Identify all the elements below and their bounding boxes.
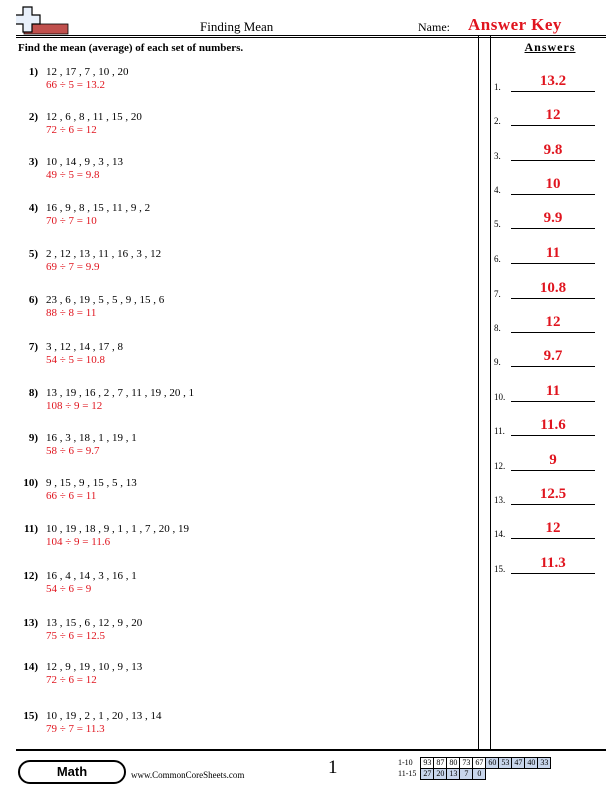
problem-number: 14) xyxy=(23,661,38,673)
problem-number: 12) xyxy=(23,570,38,582)
score-cell: 20 xyxy=(434,769,447,780)
problem-number: 8) xyxy=(28,387,38,399)
problem-work: 54 ÷ 5 = 10.8 xyxy=(46,354,105,366)
score-cell: 7 xyxy=(460,769,473,780)
problem-numbers: 16 , 4 , 14 , 3 , 16 , 1 xyxy=(46,570,137,582)
answer-item xyxy=(494,556,606,576)
problem-work: 66 ÷ 5 = 13.2 xyxy=(46,79,105,91)
answer-number: 13. xyxy=(494,495,506,505)
problem-number: 3) xyxy=(28,156,38,168)
answer-line xyxy=(511,125,595,126)
problem-numbers: 10 , 14 , 9 , 3 , 13 xyxy=(46,156,123,168)
answer-number: 4. xyxy=(494,185,501,195)
answer-item xyxy=(494,281,606,301)
score-row-label: 11-15 xyxy=(398,769,417,778)
score-row xyxy=(396,769,551,780)
header-rule-secondary xyxy=(16,37,606,38)
problem-numbers: 16 , 9 , 8 , 15 , 11 , 9 , 2 xyxy=(46,202,151,214)
answer-number: 1. xyxy=(494,82,501,92)
answer-item xyxy=(494,143,606,163)
answer-number: 14. xyxy=(494,529,506,539)
problem-number: 9) xyxy=(28,432,38,444)
problem-number: 10) xyxy=(23,477,38,489)
answer-value: 13.2 xyxy=(539,73,567,89)
problem-work: 72 ÷ 6 = 12 xyxy=(46,124,97,136)
answer-line xyxy=(511,263,595,264)
problem-work: 70 ÷ 7 = 10 xyxy=(46,215,97,227)
answer-number: 9. xyxy=(494,357,501,367)
math-badge: Math xyxy=(18,760,126,784)
answer-line xyxy=(511,573,595,574)
score-cell: 40 xyxy=(525,758,538,769)
answer-number: 2. xyxy=(494,116,501,126)
problem-work: 79 ÷ 7 = 11.3 xyxy=(46,723,105,735)
answer-value: 11 xyxy=(545,245,561,261)
instructions: Find the mean (average) of each set of numbers. xyxy=(18,42,244,54)
answer-item xyxy=(494,521,606,541)
answer-item xyxy=(494,453,606,473)
score-row-label: 1-10 xyxy=(398,758,413,767)
problem-number: 7) xyxy=(28,341,38,353)
score-cell: 13 xyxy=(447,769,460,780)
answer-value: 9.9 xyxy=(543,210,563,226)
answer-line xyxy=(511,194,595,195)
problem-numbers: 10 , 19 , 2 , 1 , 20 , 13 , 14 xyxy=(46,710,162,722)
problem-numbers: 12 , 9 , 19 , 10 , 9 , 13 xyxy=(46,661,143,673)
answer-line xyxy=(511,228,595,229)
problem-work: 104 ÷ 9 = 11.6 xyxy=(46,536,111,548)
answer-number: 5. xyxy=(494,219,501,229)
answer-column-divider-inner xyxy=(490,35,491,749)
problem-numbers: 12 , 17 , 7 , 10 , 20 xyxy=(46,66,129,78)
problem-work: 72 ÷ 6 = 12 xyxy=(46,674,97,686)
problem-work: 88 ÷ 8 = 11 xyxy=(46,307,97,319)
website-url: www.CommonCoreSheets.com xyxy=(131,770,245,780)
score-cell: 67 xyxy=(473,758,486,769)
answer-value: 9.8 xyxy=(543,142,563,158)
problem-number: 13) xyxy=(23,617,38,629)
answer-number: 6. xyxy=(494,254,501,264)
score-cell: 60 xyxy=(486,758,499,769)
score-cell: 27 xyxy=(421,769,434,780)
problem-work: 75 ÷ 6 = 12.5 xyxy=(46,630,105,642)
page-title: Finding Mean xyxy=(200,19,274,34)
problem-numbers: 9 , 15 , 9 , 15 , 5 , 13 xyxy=(46,477,137,489)
answer-column-divider xyxy=(478,35,479,749)
answer-number: 8. xyxy=(494,323,501,333)
problem-numbers: 13 , 15 , 6 , 12 , 9 , 20 xyxy=(46,617,143,629)
problem-number: 6) xyxy=(28,294,38,306)
footer-rule xyxy=(16,749,606,751)
answer-line xyxy=(511,160,595,161)
answer-value: 12 xyxy=(545,107,561,123)
answer-item xyxy=(494,108,606,128)
answer-value: 10 xyxy=(545,176,561,192)
score-cell: 80 xyxy=(447,758,460,769)
answer-item xyxy=(494,177,606,197)
answer-number: 3. xyxy=(494,151,501,161)
answer-value: 11.6 xyxy=(540,417,566,433)
answer-line xyxy=(511,435,595,436)
answer-item xyxy=(494,211,606,231)
header-rule xyxy=(16,35,606,36)
score-cell: 93 xyxy=(421,758,434,769)
problem-numbers: 23 , 6 , 19 , 5 , 5 , 9 , 15 , 6 xyxy=(46,294,165,306)
score-cell: 73 xyxy=(460,758,473,769)
score-cell: 33 xyxy=(538,758,551,769)
problem-number: 15) xyxy=(23,710,38,722)
problem-numbers: 2 , 12 , 13 , 11 , 16 , 3 , 12 xyxy=(46,248,162,260)
answer-value: 12 xyxy=(545,314,561,330)
answer-number: 11. xyxy=(494,426,505,436)
score-cell: 87 xyxy=(434,758,447,769)
answer-line xyxy=(511,470,595,471)
plus-logo-icon xyxy=(16,6,70,36)
answer-item xyxy=(494,315,606,335)
problem-numbers: 3 , 12 , 14 , 17 , 8 xyxy=(46,341,123,353)
problem-work: 58 ÷ 6 = 9.7 xyxy=(46,445,100,457)
answer-line xyxy=(511,401,595,402)
answer-line xyxy=(511,332,595,333)
answer-value: 10.8 xyxy=(539,280,567,296)
answer-number: 10. xyxy=(494,392,506,402)
answers-heading: Answers xyxy=(524,40,576,54)
answer-number: 15. xyxy=(494,564,506,574)
answer-value: 12.5 xyxy=(539,486,567,502)
score-cell: 0 xyxy=(473,769,486,780)
problem-work: 108 ÷ 9 = 12 xyxy=(46,400,103,412)
answer-value: 11 xyxy=(545,383,561,399)
answer-item xyxy=(494,74,606,94)
answer-item xyxy=(494,418,606,438)
problem-work: 66 ÷ 6 = 11 xyxy=(46,490,97,502)
answer-line xyxy=(511,538,595,539)
page-number: 1 xyxy=(328,757,338,778)
answer-number: 7. xyxy=(494,289,501,299)
answer-key-label: Answer Key xyxy=(468,15,562,34)
score-cell: 53 xyxy=(499,758,512,769)
score-table xyxy=(396,757,551,780)
answer-line xyxy=(511,91,595,92)
answer-value: 12 xyxy=(545,520,561,536)
score-cell: 47 xyxy=(512,758,525,769)
answer-item xyxy=(494,246,606,266)
problem-number: 11) xyxy=(23,523,38,535)
answer-line xyxy=(511,504,595,505)
answer-item xyxy=(494,487,606,507)
name-label: Name: xyxy=(418,20,450,34)
problem-number: 4) xyxy=(28,202,38,214)
problem-work: 69 ÷ 7 = 9.9 xyxy=(46,261,100,273)
answer-value: 11.3 xyxy=(540,555,566,571)
score-row xyxy=(396,758,551,769)
problem-work: 49 ÷ 5 = 9.8 xyxy=(46,169,100,181)
answer-line xyxy=(511,366,595,367)
answer-value: 9.7 xyxy=(543,348,563,364)
answer-value: 9 xyxy=(549,452,557,468)
problem-numbers: 12 , 6 , 8 , 11 , 15 , 20 xyxy=(46,111,142,123)
answer-item xyxy=(494,349,606,369)
problem-numbers: 13 , 19 , 16 , 2 , 7 , 11 , 19 , 20 , 1 xyxy=(46,387,195,399)
answer-number: 12. xyxy=(494,461,506,471)
problem-number: 1) xyxy=(28,66,38,78)
answer-line xyxy=(511,298,595,299)
problem-numbers: 10 , 19 , 18 , 9 , 1 , 1 , 7 , 20 , 19 xyxy=(46,523,189,535)
problem-number: 2) xyxy=(28,111,38,123)
problem-number: 5) xyxy=(28,248,38,260)
problem-work: 54 ÷ 6 = 9 xyxy=(46,583,92,595)
answer-item xyxy=(494,384,606,404)
problem-numbers: 16 , 3 , 18 , 1 , 19 , 1 xyxy=(46,432,137,444)
